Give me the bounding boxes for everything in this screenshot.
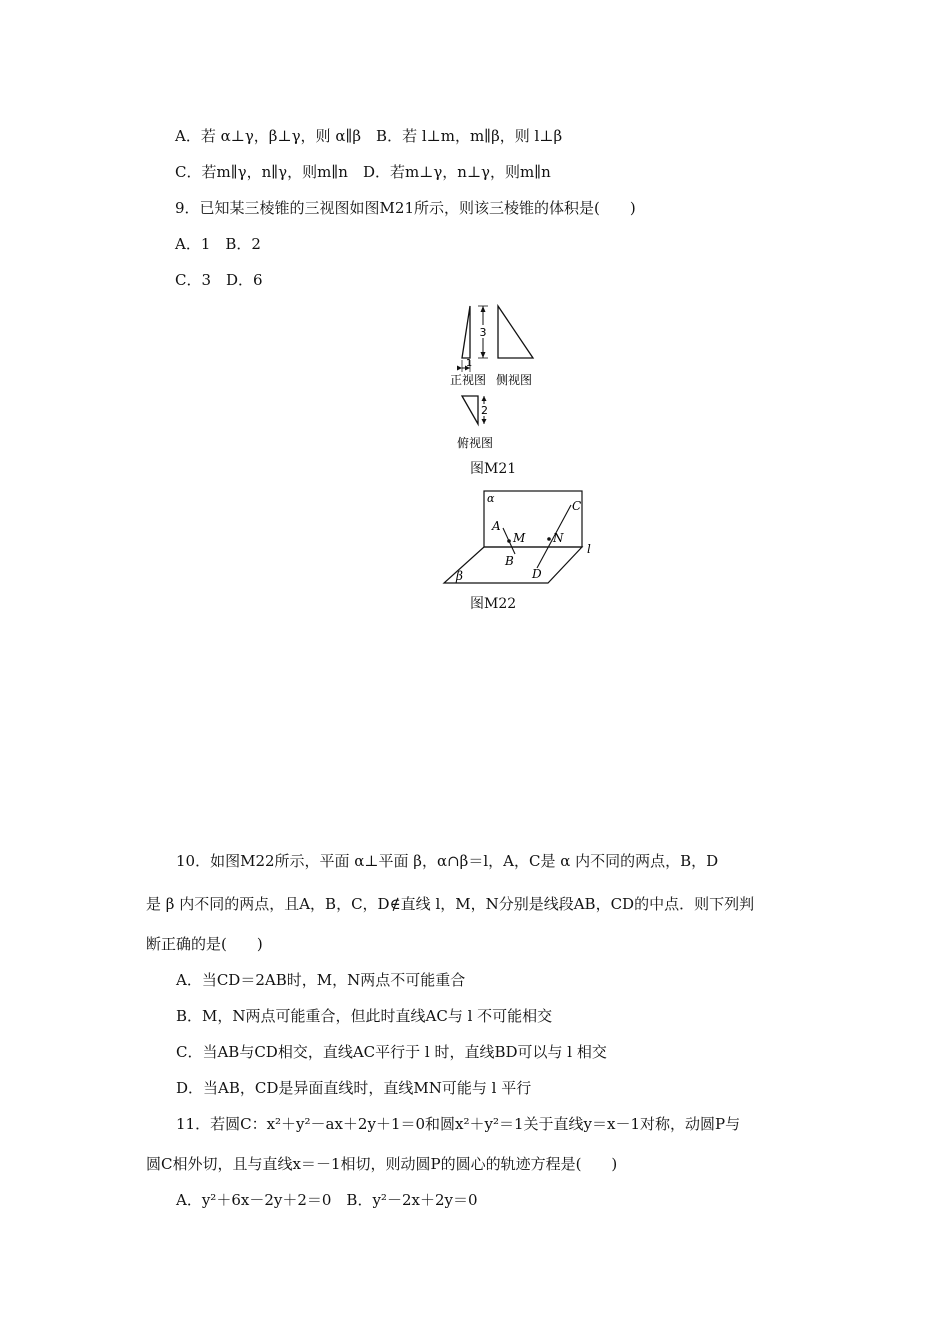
side-view-label: 侧视图 [495,373,533,387]
front-view-label: 正视图 [449,373,487,387]
label-d: D [532,567,542,581]
label-beta: β [456,569,463,583]
label-c: C [572,499,582,513]
label-l: l [587,542,591,556]
dim-height-label: 3 [479,326,487,339]
q8-options-ab: A．若 α⊥γ，β⊥γ，则 α∥β B．若 l⊥m，m∥β，则 l⊥β [175,127,563,145]
midpoint-m [507,539,511,543]
dim-base-label: 1 [465,358,473,369]
top-view-label: 俯视图 [456,436,494,450]
figure-m22-caption: 图M22 [470,596,517,612]
figure-m21-three-views [440,300,550,460]
label-b: B [505,554,514,568]
label-n: N [553,531,564,545]
q10-option-a: A．当CD＝2AB时，M，N两点不可能重合 [176,971,466,989]
q9-options-cd: C．3 D．6 [175,271,263,289]
label-m: M [513,531,526,545]
q10-option-c: C．当AB与CD相交，直线AC平行于 l 时，直线BD可以与 l 相交 [176,1043,607,1061]
dim-depth-label: 2 [481,404,488,417]
q9-options-ab: A．1 B．2 [175,235,261,253]
midpoint-n [547,537,551,541]
q10-stem-line1: 10．如图M22所示，平面 α⊥平面 β，α∩β＝l，A，C是 α 内不同的两点，B，D [176,852,719,870]
q8-options-cd: C．若m∥γ，n∥γ，则m∥n D．若m⊥γ，n⊥γ，则m∥n [175,163,551,181]
side-view-triangle [498,306,533,358]
figure-m21-caption: 图M21 [470,461,517,477]
q11-options-ab: A．y²＋6x－2y＋2＝0 B．y²－2x＋2y＝0 [176,1191,478,1209]
q11-stem-line1: 11．若圆C：x²＋y²－ax＋2y＋1＝0和圆x²＋y²＝1关于直线y＝x－1对称，动圆P与 [176,1115,741,1133]
q10-option-d: D．当AB，CD是异面直线时，直线MN可能与 l 平行 [176,1079,532,1097]
label-alpha: α [487,492,495,505]
figure-m22-planes [440,486,610,590]
label-a: A [492,519,501,533]
q10-stem-line2: 是 β 内不同的两点，且A，B，C，D∉直线 l，M，N分别是线段AB，CD的中点．则下列判 [146,895,755,913]
front-view-triangle [462,306,470,358]
q11-stem-line2: 圆C相外切，且与直线x＝－1相切，则动圆P的圆心的轨迹方程是( ) [146,1155,618,1173]
q10-stem-line3: 断正确的是( ) [146,935,263,953]
q10-option-b: B．M，N两点可能重合，但此时直线AC与 l 不可能相交 [176,1007,553,1025]
q9-stem: 9．已知某三棱锥的三视图如图M21所示，则该三棱锥的体积是( ) [175,199,636,217]
top-view-triangle [462,396,478,424]
